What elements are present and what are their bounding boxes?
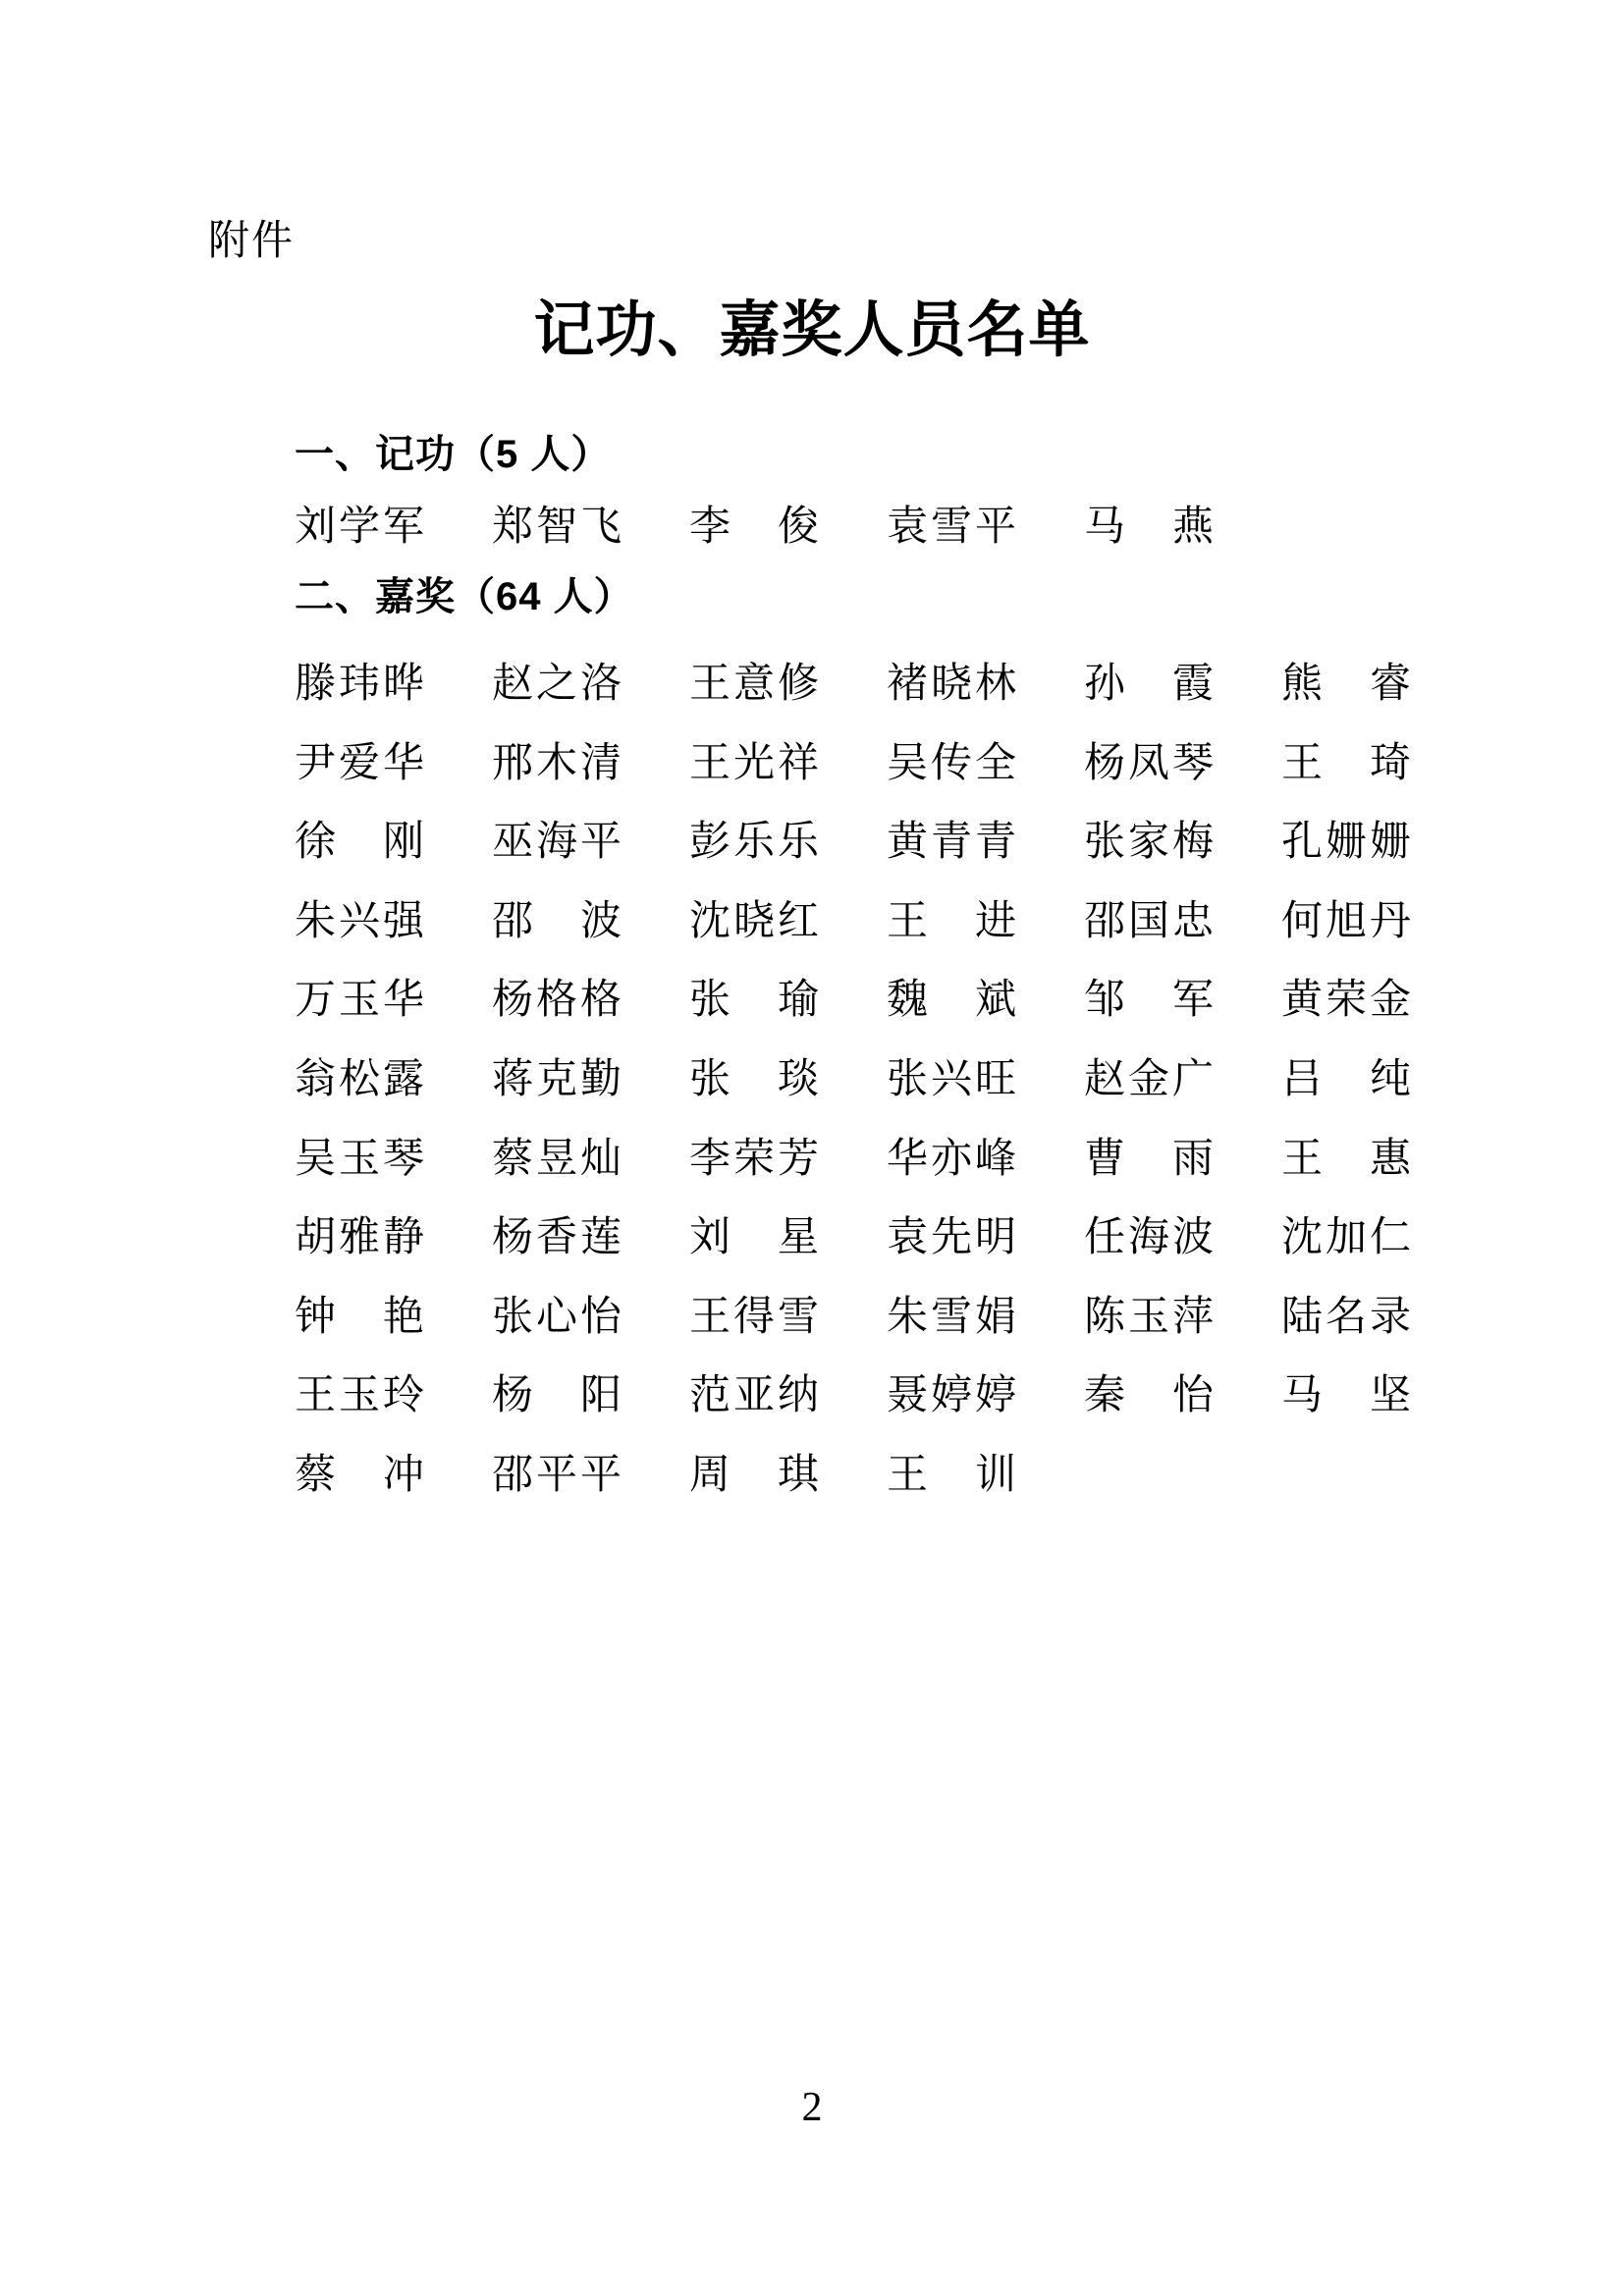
commendation-name-grid	[295, 656, 1479, 1526]
person-name: 马 坚	[1281, 1373, 1411, 1419]
person-name: 王光祥	[689, 740, 819, 786]
person-name: 吴玉琴	[295, 1136, 424, 1182]
person-name: 陈玉萍	[1084, 1294, 1214, 1340]
person-name: 赵金广	[1084, 1056, 1214, 1102]
person-name: 郑智飞	[492, 505, 622, 550]
person-name: 王意修	[689, 662, 819, 707]
person-name: 孙 霞	[1084, 662, 1214, 707]
document-title: 记功、嘉奖人员名单	[533, 297, 1091, 364]
person-name: 徐 刚	[295, 820, 424, 866]
person-name: 聂婷婷	[887, 1373, 1016, 1419]
person-name: 赵之洛	[492, 662, 622, 707]
person-name: 杨香莲	[492, 1215, 622, 1261]
person-name: 沈晓红	[689, 898, 819, 944]
person-name: 彭乐乐	[689, 820, 819, 866]
person-name: 沈加仁	[1281, 1215, 1411, 1261]
person-name: 秦 怡	[1084, 1373, 1214, 1419]
person-name: 曹 雨	[1084, 1136, 1214, 1182]
person-name: 周 琪	[689, 1452, 819, 1498]
person-name: 熊 睿	[1281, 662, 1411, 707]
person-name: 蔡 冲	[295, 1452, 424, 1498]
merit-name-grid	[295, 499, 1479, 578]
person-name: 王 进	[887, 898, 1016, 944]
person-name: 滕玮晔	[295, 662, 424, 707]
person-name: 何旭丹	[1281, 898, 1411, 944]
person-name: 张 琰	[689, 1056, 819, 1102]
person-name: 朱雪娟	[887, 1294, 1016, 1340]
person-name: 朱兴强	[295, 898, 424, 944]
person-name: 蒋克勤	[492, 1056, 622, 1102]
person-name: 张家梅	[1084, 820, 1214, 866]
person-name: 吕 纯	[1281, 1056, 1411, 1102]
person-name: 陆名录	[1281, 1294, 1411, 1340]
person-name: 胡雅静	[295, 1215, 424, 1261]
person-name: 刘学军	[295, 505, 424, 550]
attachment-label: 附件	[208, 217, 296, 263]
person-name: 李 俊	[689, 505, 819, 550]
person-name: 孔姗姗	[1281, 820, 1411, 866]
person-name: 袁先明	[887, 1215, 1016, 1261]
person-name: 李荣芳	[689, 1136, 819, 1182]
person-name: 袁雪平	[887, 505, 1016, 550]
person-name: 王 训	[887, 1452, 1016, 1498]
person-name: 翁松露	[295, 1056, 424, 1102]
person-name: 马 燕	[1084, 505, 1214, 550]
section-heading-merit: 一、记功（5 人）	[295, 433, 612, 476]
person-name: 邢木清	[492, 740, 622, 786]
person-name: 王 琦	[1281, 740, 1411, 786]
person-name: 邵平平	[492, 1452, 622, 1498]
person-name: 蔡昱灿	[492, 1136, 622, 1182]
person-name: 杨格格	[492, 978, 622, 1024]
person-name: 王 惠	[1281, 1136, 1411, 1182]
person-name: 杨 阳	[492, 1373, 622, 1419]
person-name: 邵国忠	[1084, 898, 1214, 944]
person-name: 张心怡	[492, 1294, 622, 1340]
person-name: 魏 斌	[887, 978, 1016, 1024]
person-name: 邵 波	[492, 898, 622, 944]
page-number: 2	[801, 2085, 823, 2130]
person-name: 吴传全	[887, 740, 1016, 786]
person-name: 万玉华	[295, 978, 424, 1024]
person-name: 尹爱华	[295, 740, 424, 786]
person-name: 王得雪	[689, 1294, 819, 1340]
person-name: 黄荣金	[1281, 978, 1411, 1024]
person-name: 范亚纳	[689, 1373, 819, 1419]
person-name: 黄青青	[887, 820, 1016, 866]
person-name: 张 瑜	[689, 978, 819, 1024]
section-heading-commendation: 二、嘉奖（64 人）	[295, 575, 634, 618]
person-name: 杨凤琴	[1084, 740, 1214, 786]
person-name: 邹 军	[1084, 978, 1214, 1024]
person-name: 刘 星	[689, 1215, 819, 1261]
person-name: 张兴旺	[887, 1056, 1016, 1102]
person-name: 王玉玲	[295, 1373, 424, 1419]
person-name: 任海波	[1084, 1215, 1214, 1261]
person-name: 钟 艳	[295, 1294, 424, 1340]
person-name: 巫海平	[492, 820, 622, 866]
person-name: 褚晓林	[887, 662, 1016, 707]
person-name: 华亦峰	[887, 1136, 1016, 1182]
